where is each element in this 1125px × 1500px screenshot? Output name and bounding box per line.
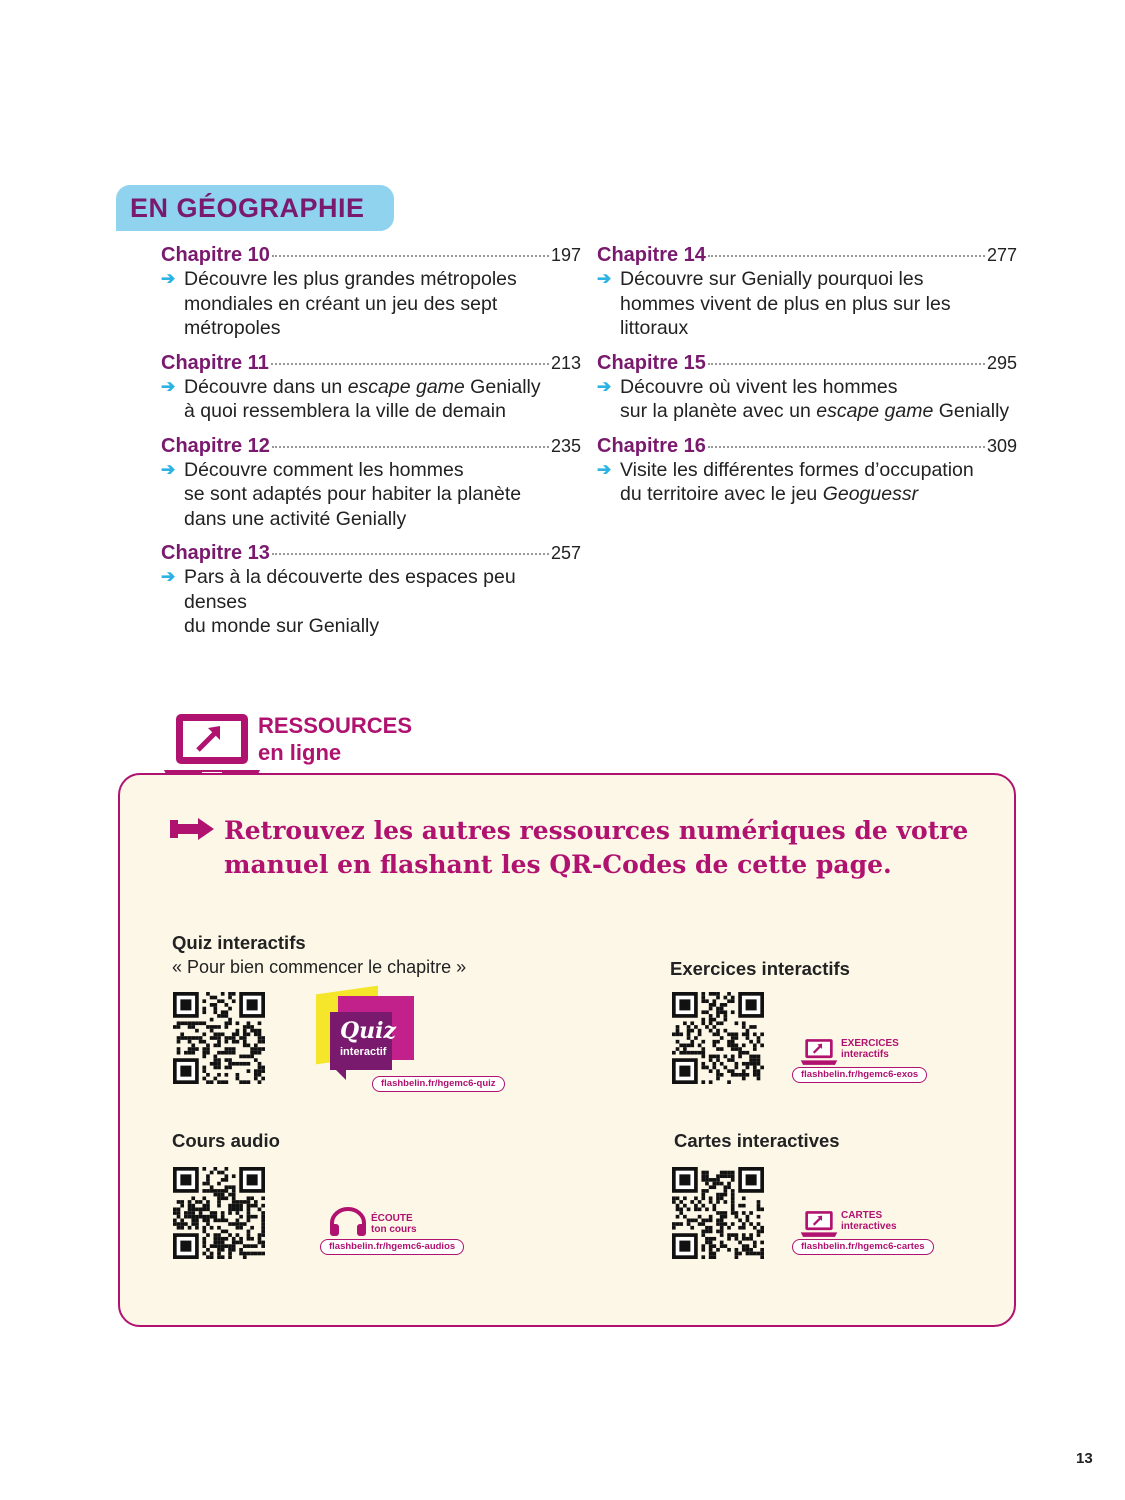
audio-url[interactable]: flashbelin.fr/hgemc6-audios — [320, 1239, 464, 1255]
quiz-url[interactable]: flashbelin.fr/hgemc6-quiz — [372, 1076, 505, 1092]
chapter-description-text — [184, 458, 521, 532]
chapters-left-column — [161, 244, 581, 650]
chapter-description — [597, 458, 1017, 507]
resources-headline — [224, 814, 984, 882]
chapter-page: 213 — [550, 352, 581, 373]
chapters-right-column — [597, 244, 1017, 518]
chapter-entry — [597, 435, 1017, 507]
leader-dots — [272, 255, 549, 257]
arrow-icon: ➔ — [161, 459, 176, 479]
chapter-entry — [597, 352, 1017, 424]
qr-code-exercices[interactable] — [672, 992, 764, 1084]
description-line: Découvre les plus grandes métropoles — [184, 268, 517, 290]
chapter-description — [161, 458, 581, 532]
description-line: dans une activité Genially — [184, 507, 407, 530]
chapter-description — [161, 565, 581, 639]
chapter-heading[interactable] — [161, 542, 581, 565]
leader-dots — [272, 446, 549, 448]
chapter-description-text: Découvre où vivent les hommes sur la planète avec un escape game Genially — [620, 375, 1010, 422]
chapter-description-text — [184, 267, 517, 341]
laptop-icon — [800, 1038, 838, 1066]
description-line: Pars à la découverte des espaces peu denses — [184, 566, 516, 613]
quiz-logo-sub: interactif — [340, 1046, 387, 1058]
chapter-page: 309 — [986, 435, 1017, 456]
description-line: littoraux — [620, 317, 689, 339]
quiz-logo-text: Quiz — [340, 1018, 397, 1044]
resources-title-line2: en ligne — [258, 740, 342, 765]
laptop-icon — [800, 1210, 838, 1238]
chapter-description — [161, 375, 581, 424]
cartes-badge — [841, 1210, 897, 1232]
chapter-title: Chapitre 13 — [161, 542, 270, 564]
description-line: Découvre sur Genially pourquoi les — [620, 268, 924, 290]
exercices-badge-line1: EXERCICES — [841, 1038, 899, 1049]
cartes-badge-line2: interactives — [841, 1221, 897, 1232]
chapter-title: Chapitre 15 — [597, 351, 706, 374]
chapter-entry — [161, 542, 581, 639]
chapter-description-text: Découvre dans un escape game Genially à quoi ressemblera la ville de demain — [184, 375, 541, 422]
cartes-badge-line1: CARTES — [841, 1210, 883, 1221]
arrow-icon: ➔ — [161, 376, 176, 396]
arrow-icon: ➔ — [161, 567, 176, 586]
audio-badge-line1: ÉCOUTE — [371, 1213, 413, 1224]
headphones-icon — [328, 1207, 368, 1237]
chapter-title: Chapitre 10 — [161, 244, 270, 266]
chapter-description — [597, 375, 1017, 424]
leader-dots — [708, 255, 985, 257]
leader-dots — [708, 446, 985, 448]
chapter-page: 257 — [550, 543, 581, 563]
description-line: mondiales en créant un jeu des sept — [184, 292, 498, 315]
chapter-description — [597, 267, 1017, 341]
audio-badge — [371, 1213, 417, 1235]
chapter-description-text — [620, 267, 951, 341]
exercices-badge-line2: interactifs — [841, 1049, 889, 1060]
exercices-label: Exercices interactifs — [670, 958, 850, 979]
quiz-logo — [316, 990, 416, 1082]
headline-line2: manuel en flashant les QR-Codes de cette page. — [224, 850, 892, 879]
qr-code-cartes[interactable] — [672, 1167, 764, 1259]
arrow-icon: ➔ — [597, 376, 612, 396]
chapter-title: Chapitre 12 — [161, 434, 270, 457]
resources-title-line1: RESSOURCES — [258, 713, 413, 738]
qr-code-audio[interactable] — [173, 1167, 265, 1259]
description-line: métropoles — [184, 317, 281, 339]
section-title: EN GÉOGRAPHIE — [130, 192, 365, 223]
chapter-page: 235 — [550, 435, 581, 456]
chapter-heading[interactable] — [597, 244, 1017, 267]
description-line: du monde sur Genially — [184, 615, 380, 637]
chapter-heading[interactable] — [597, 435, 1017, 458]
page-number: 13 — [1076, 1450, 1093, 1467]
quiz-label: Quiz interactifs — [172, 932, 306, 953]
chapter-page: 295 — [986, 352, 1017, 373]
chapter-heading[interactable] — [161, 352, 581, 375]
chapter-heading[interactable] — [161, 244, 581, 267]
leader-dots — [272, 553, 549, 555]
chapter-page: 277 — [986, 245, 1017, 265]
audio-badge-line2: ton cours — [371, 1224, 417, 1235]
chapter-entry — [597, 244, 1017, 341]
chapter-entry — [161, 435, 581, 532]
exercices-url[interactable]: flashbelin.fr/hgemc6-exos — [792, 1067, 927, 1083]
section-tab — [116, 185, 394, 231]
exercices-badge — [841, 1038, 899, 1060]
chapter-description — [161, 267, 581, 341]
resources-title — [258, 712, 412, 766]
leader-dots — [271, 363, 549, 365]
qr-code-quiz[interactable] — [173, 992, 265, 1084]
cartes-url[interactable]: flashbelin.fr/hgemc6-cartes — [792, 1239, 934, 1255]
arrow-icon: ➔ — [597, 269, 612, 288]
description-line: hommes vivent de plus en plus sur les — [620, 292, 951, 315]
chapter-title: Chapitre 16 — [597, 434, 706, 457]
chapter-entry — [161, 352, 581, 424]
pointing-hand-icon — [168, 816, 216, 842]
audio-label: Cours audio — [172, 1130, 280, 1151]
description-line: Découvre comment les hommes — [184, 458, 464, 481]
chapter-heading[interactable] — [597, 352, 1017, 375]
chapter-title: Chapitre 14 — [597, 244, 706, 266]
description-line: se sont adaptés pour habiter la planète — [184, 483, 522, 505]
arrow-icon: ➔ — [597, 459, 612, 479]
chapter-entry — [161, 244, 581, 341]
chapter-page: 197 — [550, 245, 581, 265]
headline-line1: Retrouvez les autres ressources numériques de votre — [224, 816, 969, 845]
chapter-title: Chapitre 11 — [161, 351, 269, 374]
chapter-description-text: Visite les différentes formes d’occupation du territoire avec le jeu Geoguessr — [620, 458, 974, 505]
chapter-description-text — [184, 565, 581, 639]
chapter-heading[interactable] — [161, 435, 581, 458]
cartes-label: Cartes interactives — [674, 1130, 840, 1151]
leader-dots — [708, 363, 985, 365]
arrow-icon: ➔ — [161, 269, 176, 288]
quiz-sublabel: « Pour bien commencer le chapitre » — [172, 957, 467, 977]
